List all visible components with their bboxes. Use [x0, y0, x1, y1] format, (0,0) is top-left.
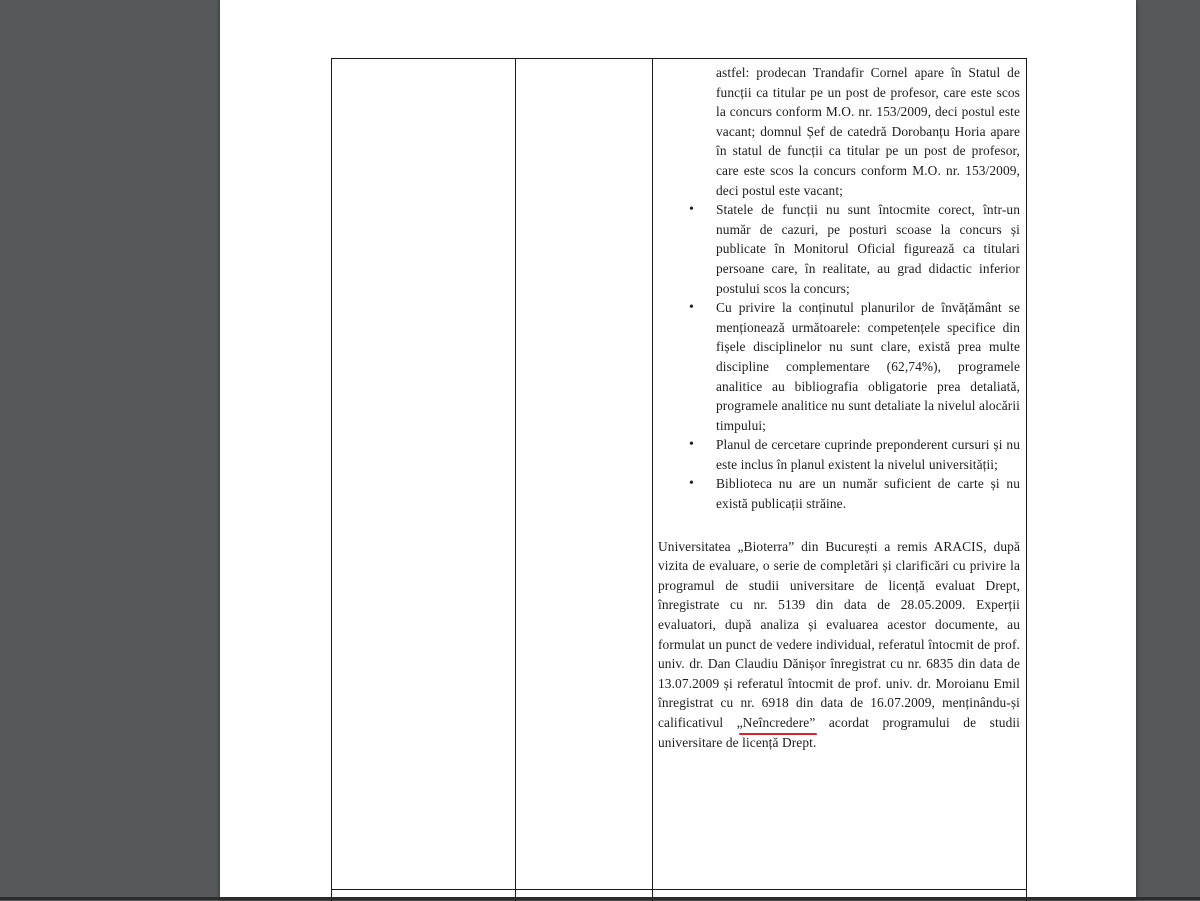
- table-row-divider: [332, 889, 1026, 890]
- evaluation-paragraph: [658, 537, 1020, 753]
- table-column-divider: [652, 59, 653, 901]
- continued-text: astfel: prodecan Trandafir Cornel apare în Statul de funcții ca titular pe un post de profesor, care este scos la concurs conform M.O. nr. 153/2009, deci postul este vacant; domnul Șef de catedră Dorobanțu Horia apare în statul de funcții ca titular pe un post de profesor, care este scos la concurs conform M.O. nr. 153/2009, deci postul este vacant;: [716, 65, 1020, 198]
- bullet-list: [658, 200, 1020, 514]
- table-cell-content: [658, 63, 1020, 752]
- table-column-divider: [515, 59, 516, 901]
- list-item: • Biblioteca nu are un număr suficient de carte și nu există publicații străine.: [658, 474, 1020, 513]
- list-item: • Statele de funcții nu sunt întocmite corect, într-un număr de cazuri, pe posturi scoase la concurs și publicate în Monitorul Oficial figurează ca titulari persoane care, în realitate, au grad didactic inferior postului scos la concurs;: [658, 200, 1020, 298]
- list-item: • Planul de cercetare cuprinde preponderent cursuri și nu este inclus în planul existent la nivelul universității;: [658, 435, 1020, 474]
- list-item: • Cu privire la conținutul planurilor de învățământ se menționează următoarele: competențele specifice din fișele disciplinelor nu sunt clare, există prea multe discipline complementare (62,74%), programele analitice au bibliografia obligatorie prea detaliată, programele analitice nu sunt detaliate la nivelul alocării timpului;: [658, 298, 1020, 435]
- paragraph-text-end: acordat programului de studii universitare de licență Drept.: [658, 715, 1020, 750]
- paragraph-text: Universitatea „Bioterra” din București a remis ARACIS, după vizita de evaluare, o serie de completări și clarificări cu privire la programul de studii universitare de licență evaluat Drept, înregistrate cu nr. 5139 din data de 28.05.2009. Experții evaluatori, după analiza și evaluarea acestor documente, au formulat un punct de vedere individual, referatul întocmit de prof. univ. dr. Dan Claudiu Dănișor înregistrat cu nr. 6835 din data de 13.07.2009 și referatul întocmit de prof. univ. dr. Moroianu Emil înregistrat cu nr. 6918 din data de 16.07.2009, menținându-și calificativul: [658, 538, 1020, 730]
- document-page: [220, 0, 1136, 900]
- highlighted-rating: „Neîncredere”: [736, 715, 816, 730]
- document-table: [331, 58, 1027, 901]
